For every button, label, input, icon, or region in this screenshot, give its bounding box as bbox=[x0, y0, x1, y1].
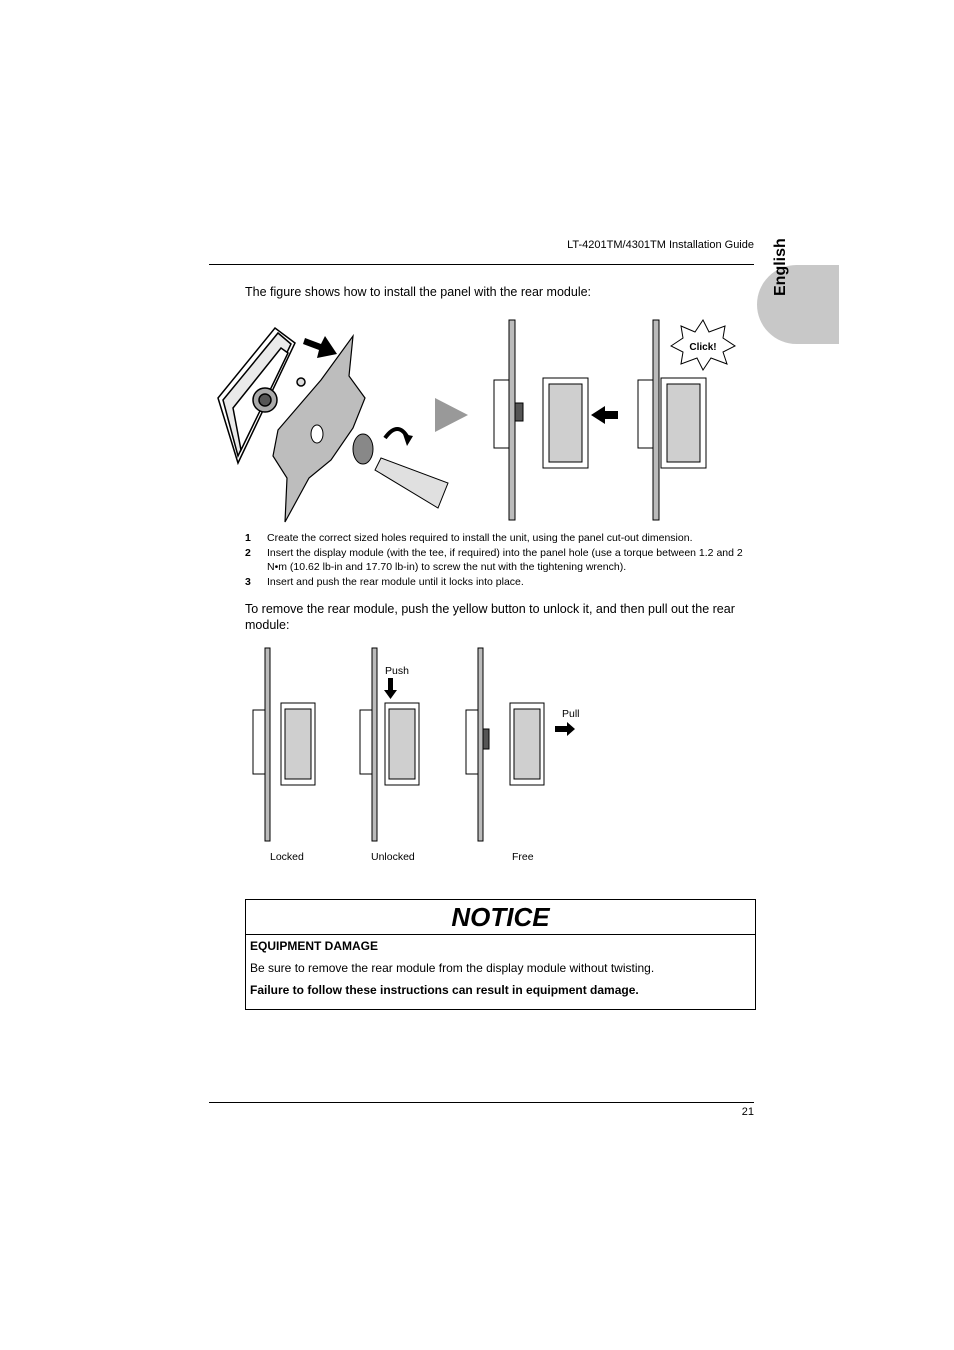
nut-illustration bbox=[353, 434, 373, 464]
list-item bbox=[245, 546, 755, 575]
language-tab-label: English bbox=[772, 238, 789, 296]
removal-figure bbox=[245, 645, 595, 867]
click-label: Click! bbox=[689, 342, 717, 353]
caption-unlocked: Unlocked bbox=[371, 851, 415, 863]
header-rule bbox=[209, 264, 754, 265]
step-text: Create the correct sized holes required to install the unit, using the panel cut-out dimension. bbox=[267, 532, 693, 544]
header-title: LT-4201TM/4301TM Installation Guide bbox=[567, 239, 754, 251]
footer-rule bbox=[209, 1102, 754, 1103]
installation-figure bbox=[213, 318, 738, 524]
free-state-illustration bbox=[466, 648, 580, 841]
rear-module-illustration-2 bbox=[543, 378, 588, 468]
step-text: Insert the display module (with the tee, if required) into the panel hole (use a torque between 1.2 and 2 N•m (10.62 lb-in and 17.70 lb-in) to screw the nut with the tightening wrench). bbox=[267, 546, 743, 573]
intro-text: The figure shows how to install the panel with the rear module: bbox=[245, 285, 592, 299]
caption-free: Free bbox=[512, 851, 534, 863]
steps-list bbox=[245, 531, 755, 589]
panel-side-3 bbox=[653, 320, 659, 520]
notice-title: NOTICE bbox=[246, 900, 755, 935]
panel-side-2 bbox=[509, 320, 515, 520]
notice-box bbox=[245, 899, 756, 1010]
notice-heading: EQUIPMENT DAMAGE bbox=[250, 939, 379, 953]
step-text: Insert and push the rear module until it locks into place. bbox=[267, 575, 524, 588]
step-number: 3 bbox=[245, 575, 251, 588]
pull-arrow-icon bbox=[555, 722, 575, 736]
notice-text: Be sure to remove the rear module from the display module without twisting. bbox=[250, 961, 655, 975]
next-step-arrow-icon bbox=[435, 398, 468, 432]
push-arrow-icon bbox=[384, 678, 397, 699]
locked-state-illustration bbox=[253, 648, 315, 841]
rear-module-illustration-3 bbox=[661, 378, 706, 468]
list-item bbox=[245, 531, 755, 546]
language-tab bbox=[757, 238, 839, 344]
pull-label: Pull bbox=[562, 708, 580, 720]
push-in-arrow-icon bbox=[591, 406, 618, 424]
remove-instructions: To remove the rear module, push the yellow button to unlock it, and then pull out the rear module: bbox=[245, 602, 735, 632]
panel-hole-illustration bbox=[311, 425, 323, 443]
page-number: 21 bbox=[741, 1106, 754, 1118]
push-label: Push bbox=[385, 665, 409, 677]
caption-locked: Locked bbox=[270, 851, 304, 863]
step-number: 2 bbox=[245, 546, 251, 559]
wrench-illustration bbox=[375, 458, 448, 508]
notice-warning: Failure to follow these instructions can result in equipment damage. bbox=[250, 983, 639, 997]
insert-arrow-icon bbox=[303, 336, 337, 358]
unlocked-state-illustration bbox=[360, 648, 419, 841]
list-item bbox=[245, 575, 755, 590]
step-number: 1 bbox=[245, 532, 251, 544]
